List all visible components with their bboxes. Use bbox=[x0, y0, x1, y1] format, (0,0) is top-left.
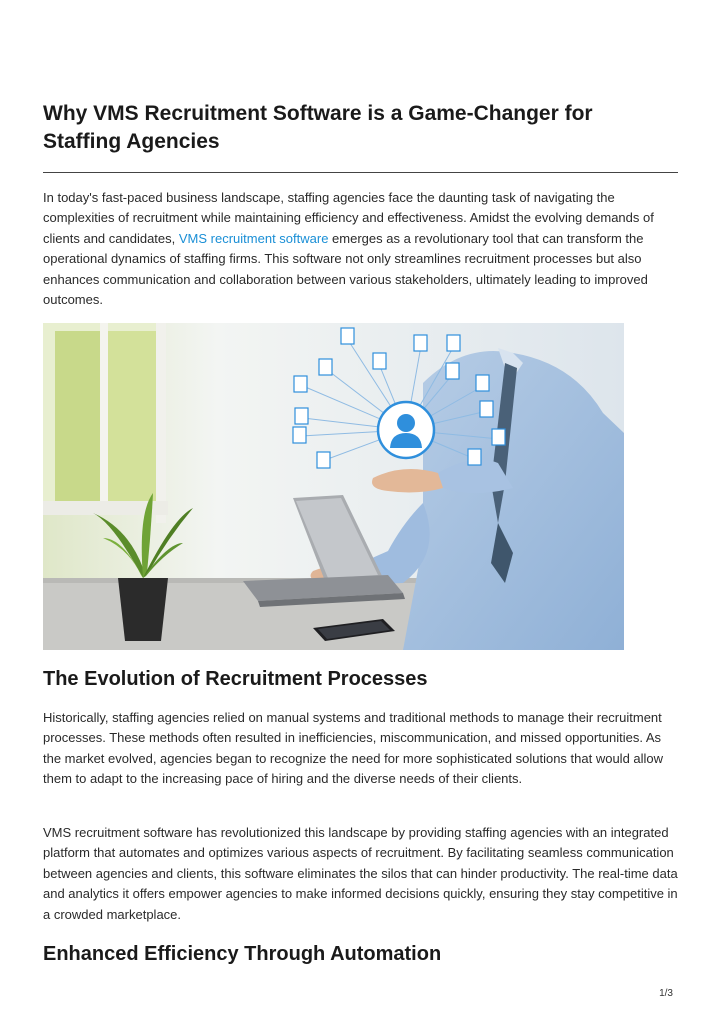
hero-image bbox=[43, 323, 624, 650]
intro-text-after: emerges as a revolutionary tool that can transform the operational dynamics of staffing firms. This software not only streamlines recruitment processes but also enhances communication and collaboration between various stakeholders, ultimately leading to improved outcomes. bbox=[43, 230, 648, 308]
evolution-paragraph-2: VMS recruitment software has revolutionized this landscape by providing staffing agencies with an integrated platform that automates and optimizes various aspects of recruitment. By facilitating seamless communication between agencies and clients, this software eliminates the silos that can hinder productivity. The real-time data and analytics it offers empower agencies to make informed decisions quickly, ensuring they stay competitive in a crowded marketplace. bbox=[43, 825, 678, 922]
intro-paragraph bbox=[43, 188, 678, 310]
vms-software-link[interactable]: VMS recruitment software bbox=[178, 230, 329, 246]
person-icon bbox=[378, 402, 434, 458]
intro-text-before: In today's fast-paced business landscape, staffing agencies face the daunting task of navigating the complexities of recruitment while maintaining efficiency and effectiveness. Amidst the evolving demands of clients and candidates, bbox=[43, 190, 654, 246]
section-heading-evolution: The Evolution of Recruitment Processes bbox=[43, 668, 428, 690]
window-background bbox=[43, 323, 168, 523]
section-heading-efficiency: Enhanced Efficiency Through Automation bbox=[43, 943, 442, 965]
page-title: Why VMS Recruitment Software is a Game-Changer for Staffing Agencies bbox=[43, 102, 593, 153]
title-divider bbox=[43, 172, 678, 173]
page-number: 1/3 bbox=[659, 988, 673, 999]
evolution-paragraph-1: Historically, staffing agencies relied on manual systems and traditional methods to manage their recruitment processes. These methods often resulted in inefficiencies, miscommunication, and missed opportunities. As the market evolved, agencies began to recognize the need for more sophisticated solutions that would allow them to adapt to the increasing pace of hiring and the diverse needs of their clients. bbox=[43, 710, 664, 787]
